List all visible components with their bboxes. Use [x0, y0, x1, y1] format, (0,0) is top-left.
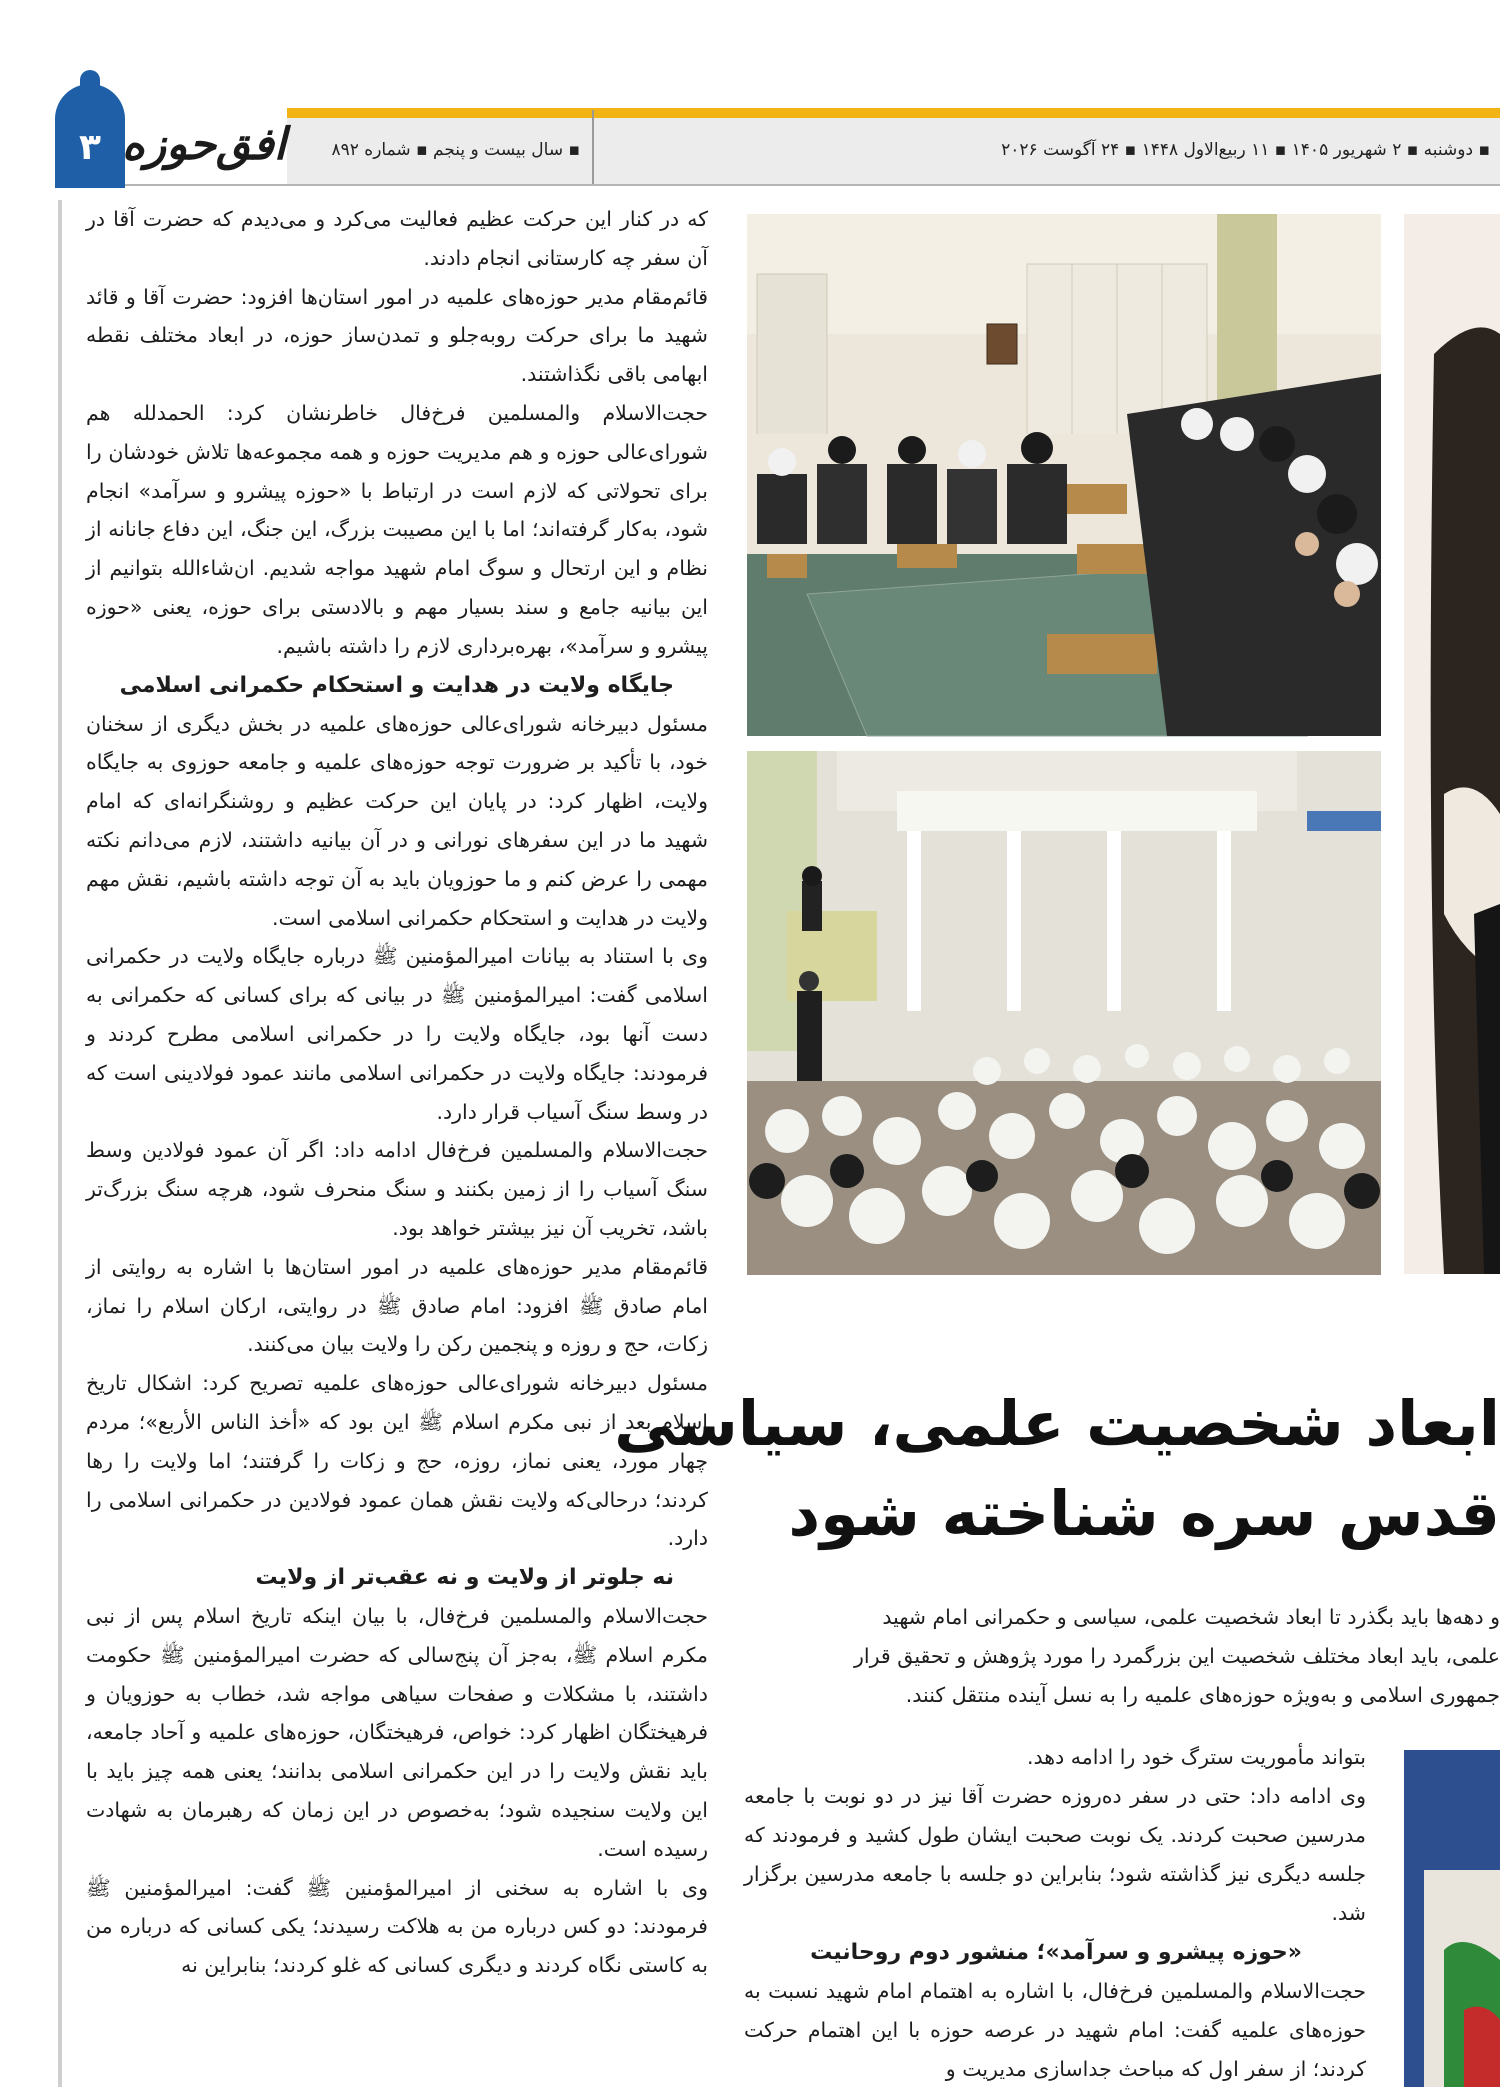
portrait-photo-edge: [1404, 214, 1500, 1274]
paragraph: قائم‌مقام مدیر حوزه‌های علمیه در امور استان‌ها افزود: حضرت آقا و قائد شهید ما برای حرکت روبه‌جلو و تمدن‌ساز حوزه، در ابعاد مختلف نقطه ابهامی باقی نگذاشتند.: [86, 284, 708, 387]
article-column-main: [86, 200, 708, 2087]
masthead-logo: افق‌حوزه: [121, 119, 286, 170]
paragraph: وی با استناد به بیانات امیرالمؤمنین ﷺ درباره جایگاه ولایت در حکمرانی اسلامی گفت: امیرالمؤمنین ﷺ در بیانی که برای کسانی که حکمرانی به دست آنها بود، جایگاه ولایت را در حکمرانی اسلامی مطرح کردند و فرمودند: جایگاه ولایت در حکمرانی اسلامی مانند عمود فولادینی است که در وسط سنگ آسیاب قرار دارد.: [86, 944, 708, 1124]
paragraph: حجت‌الاسلام والمسلمین فرخ‌فال ادامه داد: اگر آن عمود فولادین وسط سنگ آسیاب را از زمین بکنند و سنگ منحرف شود، هرچه سنگ بزرگ‌تر باشد، تخریب آن نیز بیشتر خواهد بود.: [86, 1138, 708, 1240]
lead-line: علمی، باید ابعاد مختلف شخصیت این بزرگمرد را مورد پژوهش و تحقیق قرار: [854, 1644, 1500, 1668]
page-number: ۳: [79, 127, 101, 168]
paragraph: قائم‌مقام مدیر حوزه‌های علمیه در امور استان‌ها با اشاره به روایتی از امام صادق ﷺ افزود: امام صادق ﷺ در روایتی، ارکان اسلام را نماز، زکات، حج و روزه و پنجمین رکن را ولایت بیان می‌کنند.: [86, 1254, 708, 1357]
paragraph: حجت‌الاسلام والمسلمین فرخ‌فال، با بیان اینکه تاریخ اسلام پس از نبی مکرم اسلام ﷺ، به‌جز آن پنج‌سالی که حضرت امیرالمؤمنین ﷺ حکومت داشتند، با مشکلات و صفحات سیاهی مواجه شد، خطاب به حوزویان و فرهیختگان اظهار کرد: خواص، فرهیختگان، حوزه‌های علمیه و آحاد جامعه، باید نقش ولایت را در این حکمرانی اسلامی بدانند؛ یعنی همه چیز باید با این ولایت سنجیده شود؛ به‌خصوص در این زمان که رهبرمان به شهادت رسیده است.: [86, 1604, 708, 1861]
masthead-accent-bar: [287, 108, 1500, 118]
subheading: نه جلوتر از ولایت و نه عقب‌تر از ولایت: [255, 1565, 674, 1591]
paragraph: وی ادامه داد: حتی در سفر ده‌روزه حضرت آقا نیز در دو نوبت با جامعه مدرسین صحبت کردند. یک نوبت صحبت ایشان طول کشید و فرمودند که جلسه دیگری نیز گذاشته شود؛ بنابراین دو جلسه با جامعه مدرسین برگزار شد.: [744, 1784, 1366, 1925]
lead-line: و دهه‌ها باید بگذرد تا ابعاد شخصیت علمی، سیاسی و حکمرانی امام شهید: [882, 1605, 1500, 1629]
meeting-room-photo: [747, 214, 1381, 736]
article-column-second: [744, 1738, 1366, 2087]
header-divider: [592, 110, 594, 186]
hall-gathering-photo: [747, 751, 1381, 1275]
paragraph: مسئول دبیرخانه شورای‌عالی حوزه‌های علمیه در بخش دیگری از سخنان خود، با تأکید بر ضرورت توجه حوزه‌های علمیه و جامعه حوزوی به جایگاه ولایت، اظهار کرد: در پایان این حرکت عظیم و روشنگرانه‌ای که امام شهید ما در این سفرهای نورانی و در آن بیانیه داشتند، لازم می‌دانم نکته مهمی را عرض کنم و ما حوزویان باید به آن توجه داشته باشیم، نقش مهم ولایت در هدایت و استحکام حکمرانی اسلامی است.: [86, 711, 708, 930]
paragraph: حجت‌الاسلام والمسلمین فرخ‌فال، با اشاره به اهتمام امام شهید نسبت به حوزه‌های علمیه گفت: امام شهید در عرصه حوزه با این اهتمام حرکت کردند؛ از سفر اول که مباحث جداسازی مدیریت و: [744, 1979, 1366, 2081]
paragraph: بتواند مأموریت سترگ خود را ادامه دهد.: [1027, 1745, 1366, 1769]
subheading: «حوزه پیشرو و سرآمد»؛ منشور دوم روحانیت: [810, 1940, 1302, 1965]
flag-photo-edge: [1404, 1750, 1500, 2087]
lead-line: جمهوری اسلامی و به‌ویژه حوزه‌های علمیه را به نسل آینده منتقل کنند.: [905, 1683, 1500, 1707]
page-margin-rule: [58, 200, 62, 2087]
paragraph: که در کنار این حرکت عظیم فعالیت می‌کرد و می‌دیدم که حضرت آقا در آن سفر چه کارستانی انجام دادند.: [86, 207, 708, 270]
headline-line-2: قدس سره شناخته شود: [788, 1477, 1500, 1550]
paragraph: وی با اشاره به سخنی از امیرالمؤمنین ﷺ گفت: امیرالمؤمنین ﷺ فرمودند: دو کس درباره من به هلاکت رسیدند؛ یکی کسانی که درباره من به کاستی نگاه کردند و دیگری کسانی که غلو کردند؛ بنابراین نه: [86, 1875, 708, 1978]
headline-line-1: ابعاد شخصیت علمی، سیاسی: [614, 1387, 1500, 1460]
issue-line: ▪ سال بیست و پنجم ▪ شماره ۸۹۲: [331, 140, 580, 160]
lead-paragraph: [740, 1598, 1500, 1718]
paragraph: مسئول دبیرخانه شورای‌عالی حوزه‌های علمیه تصریح کرد: اشکال تاریخ اسلام بعد از نبی مکرم اسلام ﷺ این بود که «أخذ الناس الأربع»؛ مردم چهار مورد، یعنی نماز، روزه، حج و زکات را گرفتند؛ اما ولایت را رها کردند؛ درحالی‌که ولایت نقش همان عمود فولادین در حکمرانی اسلامی را دارد.: [86, 1371, 708, 1551]
subheading: جایگاه ولایت در هدایت و استحکام حکمرانی اسلامی: [119, 672, 674, 698]
paragraph: حجت‌الاسلام والمسلمین فرخ‌فال خاطرنشان کرد: الحمدلله هم شورای‌عالی حوزه و هم مدیریت حوزه و همه مجموعه‌ها تلاش خودشان را برای تحولاتی که لازم است در ارتباط با «حوزه پیشرو و سرآمد» انجام شود، به‌کار گرفته‌اند؛ اما با این مصیبت بزرگ، این جنگ، این دفاع جانانه از نظام و این ارتحال و سوگ امام شهید مواجه شدیم. ان‌شاءالله بتوانیم از این بیانیه جامع و سند بسیار مهم و بالادستی برای حوزه، یعنی «حوزه پیشرو و سرآمد»، بهره‌برداری لازم را داشته باشیم.: [86, 400, 708, 658]
header-rule: [124, 184, 1500, 186]
date-line: ▪ دوشنبه ▪ ۲ شهریور ۱۴۰۵ ▪ ۱۱ ربیع‌الاول ۱۴۴۸ ▪ ۲۴ آگوست ۲۰۲۶: [1001, 140, 1490, 160]
